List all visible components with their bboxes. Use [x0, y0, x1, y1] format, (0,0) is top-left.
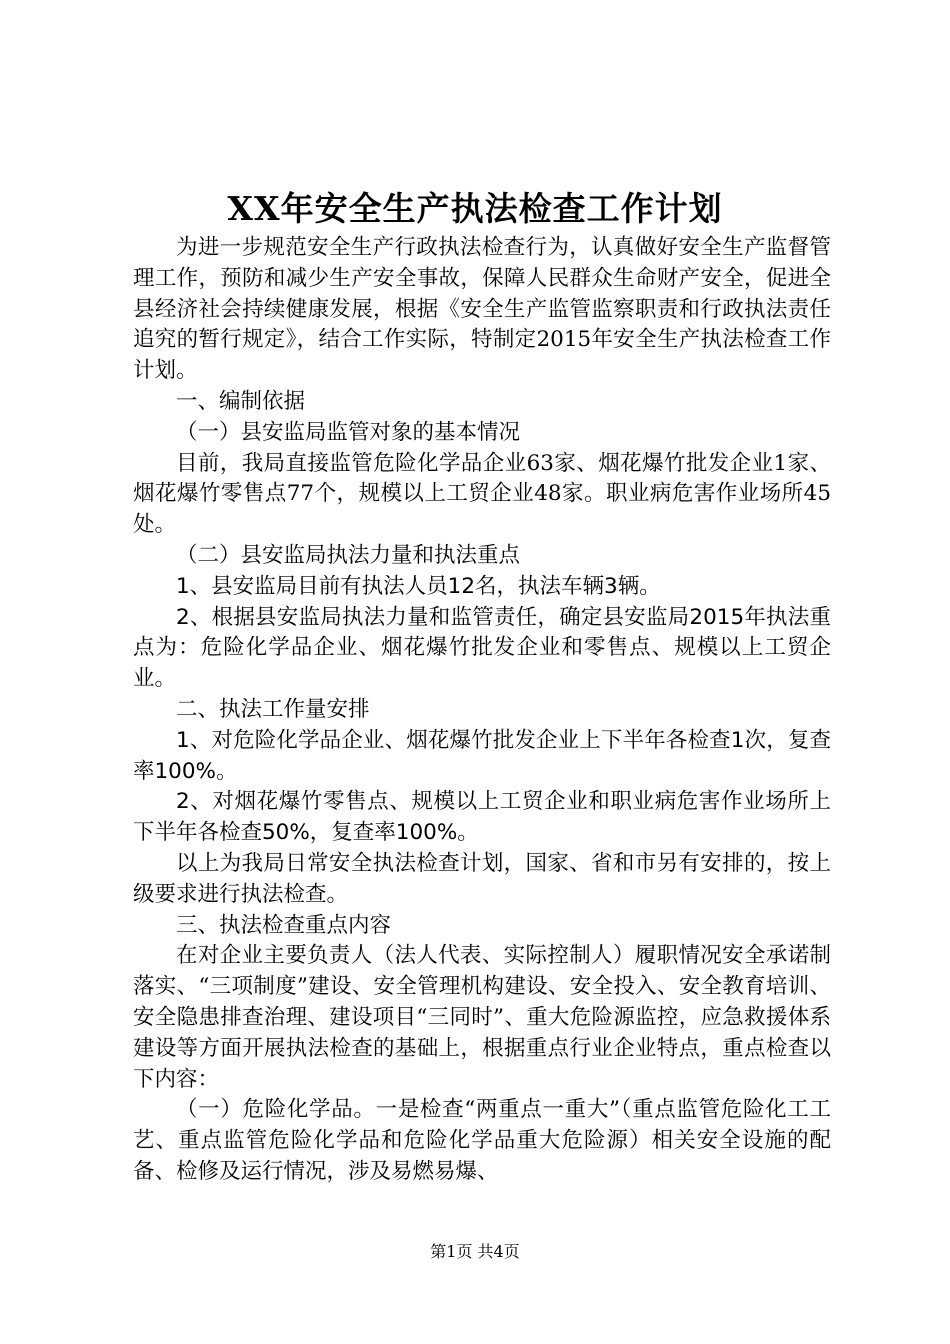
paragraph-hazardous-chemicals: （一）危险化学品。一是检查“两重点一重大”（重点监管危险化工工艺、重点监管危险化学品和危险化学品重大危险源）相关安全设施的配备、检修及运行情况，涉及易燃易爆、: [133, 1097, 831, 1184]
paragraph-supervised-objects: 目前，我局直接监管危险化学品企业63家、烟花爆竹批发企业1家、烟花爆竹零售点77个，规模以上工贸企业48家。职业病危害作业场所45处。: [133, 450, 831, 538]
document-title: XX年安全生产执法检查工作计划: [227, 189, 723, 228]
paragraph-enforcement-staff: 1、县安监局目前有执法人员12名，执法车辆3辆。: [176, 573, 661, 599]
subsection-heading-1-2: （二）县安监局执法力量和执法重点: [176, 542, 521, 568]
subsection-heading-1-1: （一）县安监局监管对象的基本情况: [176, 419, 521, 445]
section-heading-2: 二、执法工作量安排: [176, 696, 370, 722]
paragraph-enforcement-focus: 2、根据县安监局执法力量和监管责任，确定县安监局2015年执法重点为：危险化学品企业、烟花爆竹批发企业和零售点、规模以上工贸企业。: [133, 604, 831, 692]
paragraph-inspection-basis: 在对企业主要负责人（法人代表、实际控制人）履职情况安全承诺制落实、“三项制度”建设、安全管理机构建设、安全投入、安全教育培训、安全隐患排查治理、建设项目“三同时”、重大危险源监控，应急救援体系建设等方面开展执法检查的基础上，根据重点行业企业特点，重点检查以下内容：: [133, 943, 831, 1092]
section-heading-3: 三、执法检查重点内容: [176, 912, 392, 938]
page-footer: 第1页 共4页: [430, 1242, 520, 1261]
document-body: [133, 233, 831, 1188]
intro-paragraph: 为进一步规范安全生产行政执法检查行为，认真做好安全生产监督管理工作，预防和减少生产安全事故，保障人民群众生命财产安全，促进全县经济社会持续健康发展，根据《安全生产监管监察职责和行政执法责任追究的暂行规定》，结合工作实际，特制定2015年安全生产执法检查工作计划。: [133, 235, 831, 384]
paragraph-workload-2: 2、对烟花爆竹零售点、规模以上工贸企业和职业病危害作业场所上下半年各检查50%，复查率100%。: [133, 789, 831, 846]
paragraph-plan-note: 以上为我局日常安全执法检查计划，国家、省和市另有安排的，按上级要求进行执法检查。: [133, 850, 831, 907]
section-heading-1: 一、编制依据: [176, 388, 306, 414]
paragraph-workload-1: 1、对危险化学品企业、烟花爆竹批发企业上下半年各检查1次，复查率100%。: [133, 727, 831, 784]
